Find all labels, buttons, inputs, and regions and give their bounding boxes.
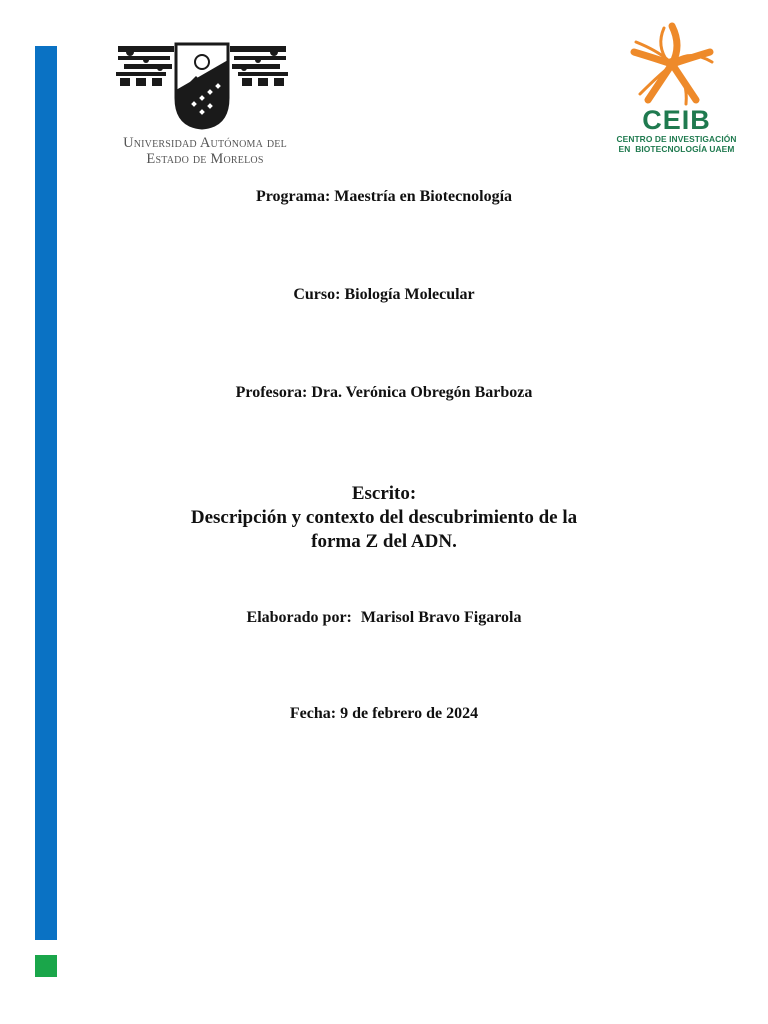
fecha-line xyxy=(0,704,768,724)
ceib-full-name-line2: EN BIOTECNOLOGÍA UAEM xyxy=(618,144,735,154)
curso-value: Biología Molecular xyxy=(344,286,475,303)
profesora-line xyxy=(0,383,768,403)
document-title-line1 xyxy=(0,482,768,530)
side-accent-square xyxy=(35,955,57,977)
programa-value: Maestría en Biotecnología xyxy=(334,188,513,205)
escrito-value-line1: Descripción y contexto del descubrimiento de la xyxy=(190,507,578,528)
profesora-value: Dra. Verónica Obregón Barboza xyxy=(311,384,533,401)
curso-line xyxy=(0,285,768,305)
ceib-full-name-line1: CENTRO DE INVESTIGACIÓN xyxy=(616,134,737,144)
profesora-label: Profesora: xyxy=(235,384,308,401)
fecha-label: Fecha: xyxy=(289,705,337,722)
ceib-full-name xyxy=(604,134,749,154)
uaem-logo xyxy=(100,40,310,170)
ceib-dna-star-icon xyxy=(626,20,718,110)
escrito-label: Escrito: xyxy=(351,483,417,504)
ceib-acronym: CEIB xyxy=(642,105,711,135)
university-name xyxy=(100,135,310,167)
ceib-logo xyxy=(604,20,749,160)
fecha-value: 9 de febrero de 2024 xyxy=(340,705,479,722)
elaborado-line xyxy=(0,608,768,628)
uaem-crest-icon xyxy=(114,40,290,130)
elaborado-label: Elaborado por: xyxy=(246,609,352,626)
university-name-line1: Universidad Autónoma del xyxy=(123,135,287,151)
document-title-line2: forma Z del ADN. xyxy=(311,531,457,552)
curso-label: Curso: xyxy=(293,286,341,303)
elaborado-value: Marisol Bravo Figarola xyxy=(360,609,522,626)
document-title xyxy=(0,482,768,554)
programa-line xyxy=(0,187,768,207)
programa-label: Programa: xyxy=(255,188,331,205)
university-name-line2: Estado de Morelos xyxy=(146,151,264,167)
